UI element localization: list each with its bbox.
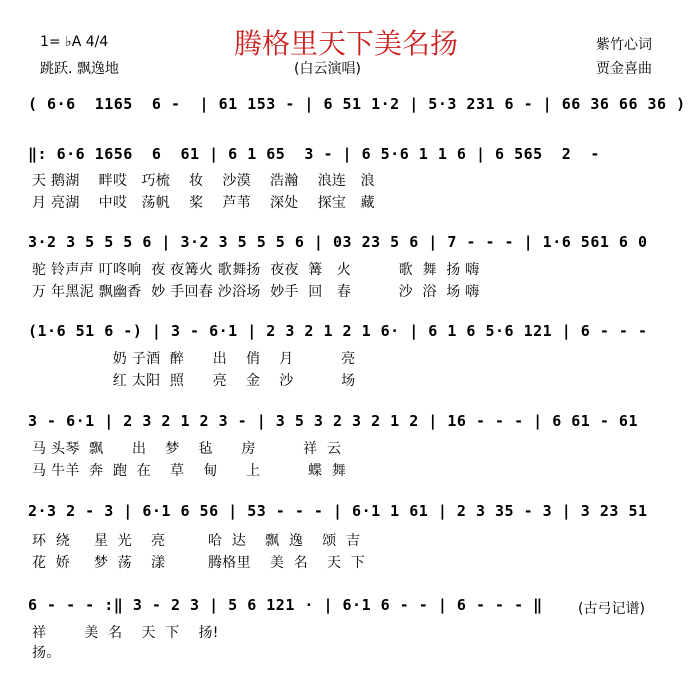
key-signature: 1= ♭A 4/4	[40, 34, 109, 50]
song-title: 腾格里天下美名扬	[233, 27, 458, 60]
lyrics-line-3-verse-2: 万 年黑泥 飘幽香 妙 手回春 沙浴场 妙手 回 春 沙 浴 场 嗨	[32, 284, 480, 300]
lyrics-line-2-verse-2: 月 亮湖 中哎 荡帆 桨 芦苇 深处 探宝 藏	[32, 195, 375, 211]
composer-credit: 贾金喜曲	[596, 61, 652, 77]
score-line-4: (1·6 51 6 -) | 3 - 6·1 | 2 3 2 1 2 1 6· | 6 1 6 5·6 121 | 6 - - -	[28, 322, 648, 340]
score-line-2: ‖: 6·6 1656 6 61 | 6 1 65 3 - | 6 5·6 1 1 6 | 6 565 2 -	[28, 145, 600, 163]
lyrics-line-4-verse-2: 红 太阳 照 亮 金 沙 场	[32, 373, 356, 389]
score-line-7: 6 - - - :‖ 3 - 2 3 | 5 6 121 · | 6·1 6 - - | 6 - - - ‖	[28, 596, 543, 614]
lyrics-line-5-verse-1: 马 头琴 飘 出 梦 毡 房 祥 云	[32, 441, 342, 457]
lyrics-line-4-verse-1: 奶 子酒 醉 出 俏 月 亮	[32, 351, 356, 367]
score-line-1: ( 6·6 1165 6 - | 61 153 - | 6 51 1·2 | 5·3 231 6 - | 66 36 66 36 )	[28, 95, 686, 113]
lyrics-line-6-verse-2: 花 娇 梦 荡 漾 腾格里 美 名 天 下	[32, 555, 366, 571]
lyricist-credit: 紫竹心词	[596, 37, 652, 53]
singer-credit: (白云演唱)	[294, 61, 361, 77]
tempo-marking: 跳跃. 飘逸地	[40, 61, 119, 77]
lyrics-line-2-verse-1: 天 鹅湖 畔哎 巧梳 妆 沙漠 浩瀚 浪连 浪	[32, 173, 375, 189]
score-line-6: 2·3 2 - 3 | 6·1 6 56 | 53 - - - | 6·1 1 61 | 2 3 35 - 3 | 3 23 51	[28, 502, 648, 520]
lyrics-line-3-verse-1: 驼 铃声声 叮咚响 夜 夜篝火 歌舞扬 夜夜 篝 火 歌 舞 扬 嗨	[32, 262, 480, 278]
score-line-3: 3·2 3 5 5 5 6 | 3·2 3 5 5 5 6 | 03 23 5 6 | 7 - - - | 1·6 561 6 0	[28, 233, 648, 251]
score-line-5: 3 - 6·1 | 2 3 2 1 2 3 - | 3 5 3 2 3 2 1 2 | 16 - - - | 6 61 - 61	[28, 412, 638, 430]
lyrics-line-5-verse-2: 马 牛羊 奔 跑 在 草 甸 上 蝶 舞	[32, 463, 347, 479]
transcriber-credit: (古弓记谱)	[578, 601, 645, 617]
lyrics-line-7-verse-2: 扬。	[32, 645, 61, 661]
lyrics-line-7-verse-1: 祥 美 名 天 下 扬!	[32, 625, 219, 641]
lyrics-line-6-verse-1: 环 绕 星 光 亮 哈 达 飘 逸 颂 吉	[32, 533, 361, 549]
